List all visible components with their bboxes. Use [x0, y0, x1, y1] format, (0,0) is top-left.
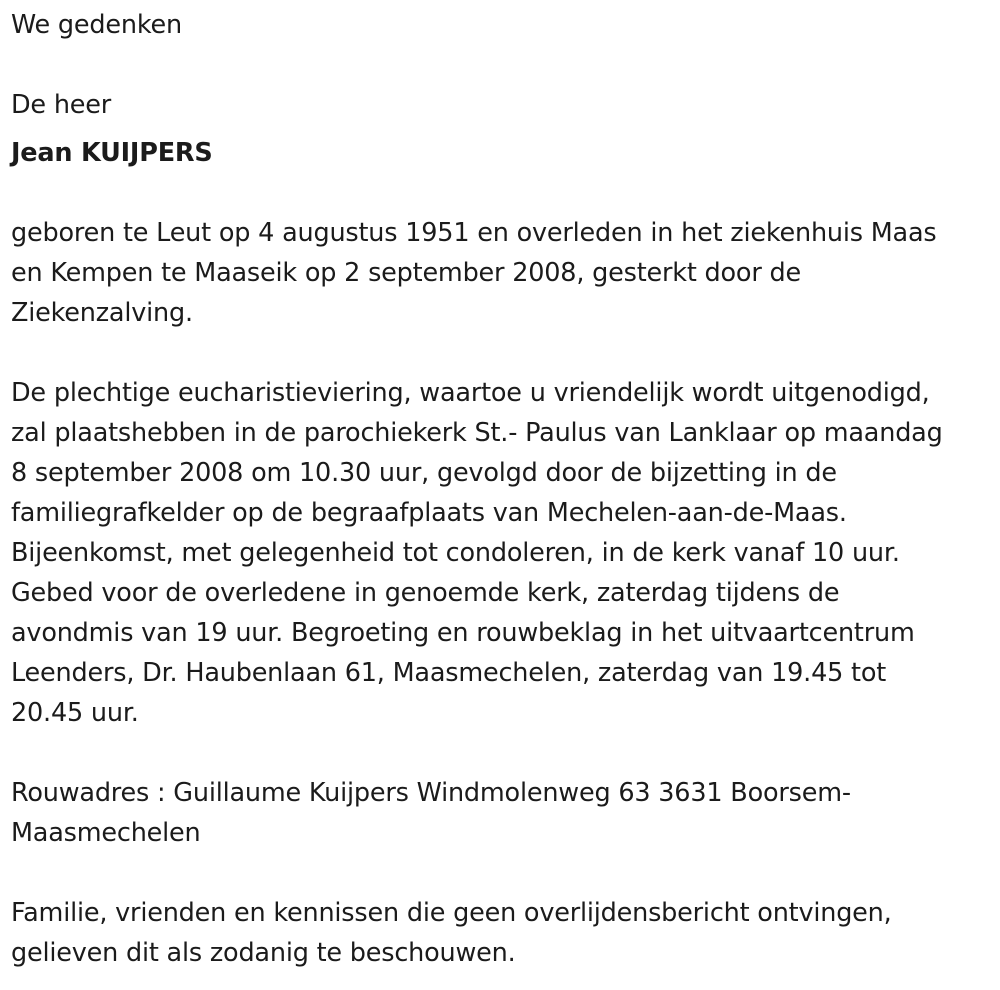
- mourning-address: Rouwadres : Guillaume Kuijpers Windmolenweg 63 3631 Boorsem- Maasmechelen: [11, 778, 851, 848]
- spacer: [11, 733, 996, 773]
- spacer: [11, 853, 996, 893]
- salutation: De heer: [11, 90, 112, 120]
- birth-death-paragraph: geboren te Leut op 4 augustus 1951 en overleden in het ziekenhuis Maas en Kempen te Maaseik op 2 september 2008, gesterkt door de Ziekenzalving.: [11, 218, 937, 328]
- closing-paragraph: Familie, vrienden en kennissen die geen overlijdensbericht ontvingen, gelieven dit als zodanig te beschouwen.: [11, 898, 892, 968]
- death-notice: [11, 5, 996, 973]
- spacer: [11, 333, 996, 373]
- deceased-name: Jean KUIJPERS: [11, 138, 213, 168]
- ceremony-paragraph: De plechtige eucharistieviering, waartoe u vriendelijk wordt uitgenodigd, zal plaatshebben in de parochiekerk St.- Paulus van Lanklaar op maandag 8 september 2008 om 10.30 uur, gevolgd door de bijzetting in de familiegrafkelder op de begraafplaats van Mechelen-aan-de-Maas. Bijeenkomst, met gelegenheid tot condoleren, in de kerk vanaf 10 uur. Gebed voor de overledene in genoemde kerk, zaterdag tijdens de avondmis van 19 uur. Begroeting en rouwbeklag in het uitvaartcentrum Leenders, Dr. Haubenlaan 61, Maasmechelen, zaterdag van 19.45 tot 20.45 uur.: [11, 378, 943, 728]
- intro-text: We gedenken: [11, 10, 182, 40]
- spacer: [11, 45, 996, 85]
- spacer: [11, 173, 996, 213]
